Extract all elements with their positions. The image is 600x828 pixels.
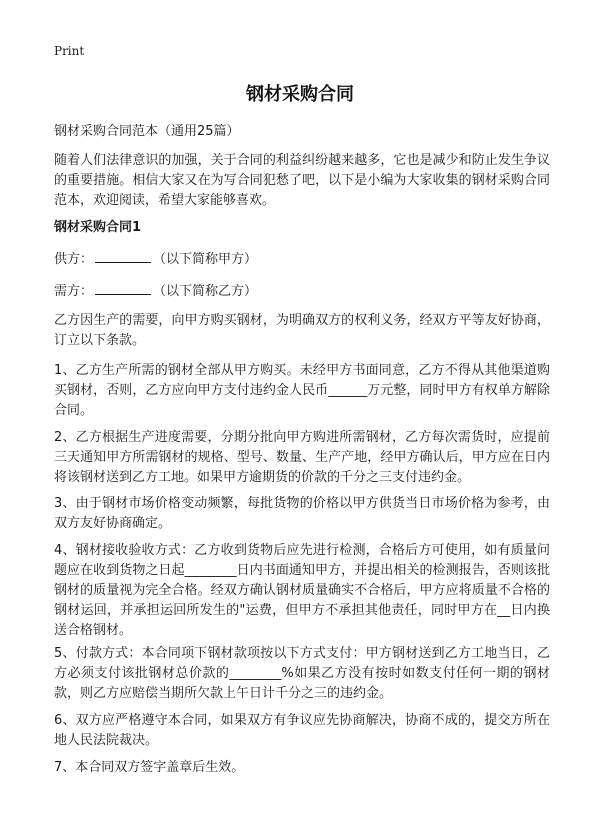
preamble-paragraph: 乙方因生产的需要，向甲方购买钢材，为明确双方的权利义务，经双方平等友好协商，订立以下条款。 [54,313,550,348]
print-label: Print [54,44,85,58]
clause-4: 4、钢材接收验收方式：乙方收到货物后应先进行检测，合格后方可使用，如有质量问题应在收到货物之日起________日内书面通知甲方，并提出相关的检测报告，否则该批钢材的质量视为完全合格。经双方确认钢材质量确实不合格后，甲方应将质量不合格的钢材运回，并承担运回所发生的"运费，但甲方不承担其他责任，同时甲方在__日内换送合格钢材。 [54,543,550,638]
clause-7: 7、本合同双方签字盖章后生效。 [54,760,245,775]
clause-5: 5、付款方式：本合同项下钢材款项按以下方式支付：甲方钢材送到乙方工地当日，乙方必须支付该批钢材总价款的________%如果乙方没有按时如数支付任何一期的钢材款，则乙方应赔偿当期所欠款上午日计千分之三的违约金。 [54,646,550,701]
buyer-line [54,280,550,302]
supplier-line [54,248,550,270]
buyer-suffix: （以下简称乙方） [153,284,258,299]
document-subtitle: 钢材采购合同范本（通用25篇） [54,124,240,139]
supplier-blank [95,248,151,263]
buyer-prefix: 需方： [54,284,94,299]
document-title: 钢材采购合同 [246,84,354,105]
clause-3: 3、由于钢材市场价格变动频繁，每批货物的价格以甲方供货当日市场价格为参考，由双方友好协商确定。 [54,496,550,531]
section-heading: 钢材采购合同1 [54,220,142,235]
supplier-suffix: （以下简称甲方） [153,252,258,267]
supplier-prefix: 供方： [54,252,94,267]
intro-paragraph: 随着人们法律意识的加强，关于合同的利益纠纷越来越多，它也是减少和防止发生争议的重要措施。相信大家又在为写合同犯愁了吧，以下是小编为大家收集的钢材采购合同范本，欢迎阅读，希望大家能够喜欢。 [54,153,550,208]
buyer-blank [95,280,151,295]
clause-6: 6、双方应严格遵守本合同，如果双方有争议应先协商解决，协商不成的，提交方所在地人民法院裁决。 [54,713,550,748]
clause-1: 1、乙方生产所需的钢材全部从甲方购买。未经甲方书面同意，乙方不得从其他渠道购买钢材，否则，乙方应向甲方支付违约金人民币______万元整，同时甲方有权单方解除合同。 [54,363,550,418]
clause-2: 2、乙方根据生产进度需要，分期分批向甲方购进所需钢材，乙方每次需货时，应提前三天通知甲方所需钢材的规格、型号、数量、生产产地，经甲方确认后，甲方应在日内将该钢材送到乙方工地。如果甲方逾期货的价款的千分之三支付违约金。 [54,430,550,485]
